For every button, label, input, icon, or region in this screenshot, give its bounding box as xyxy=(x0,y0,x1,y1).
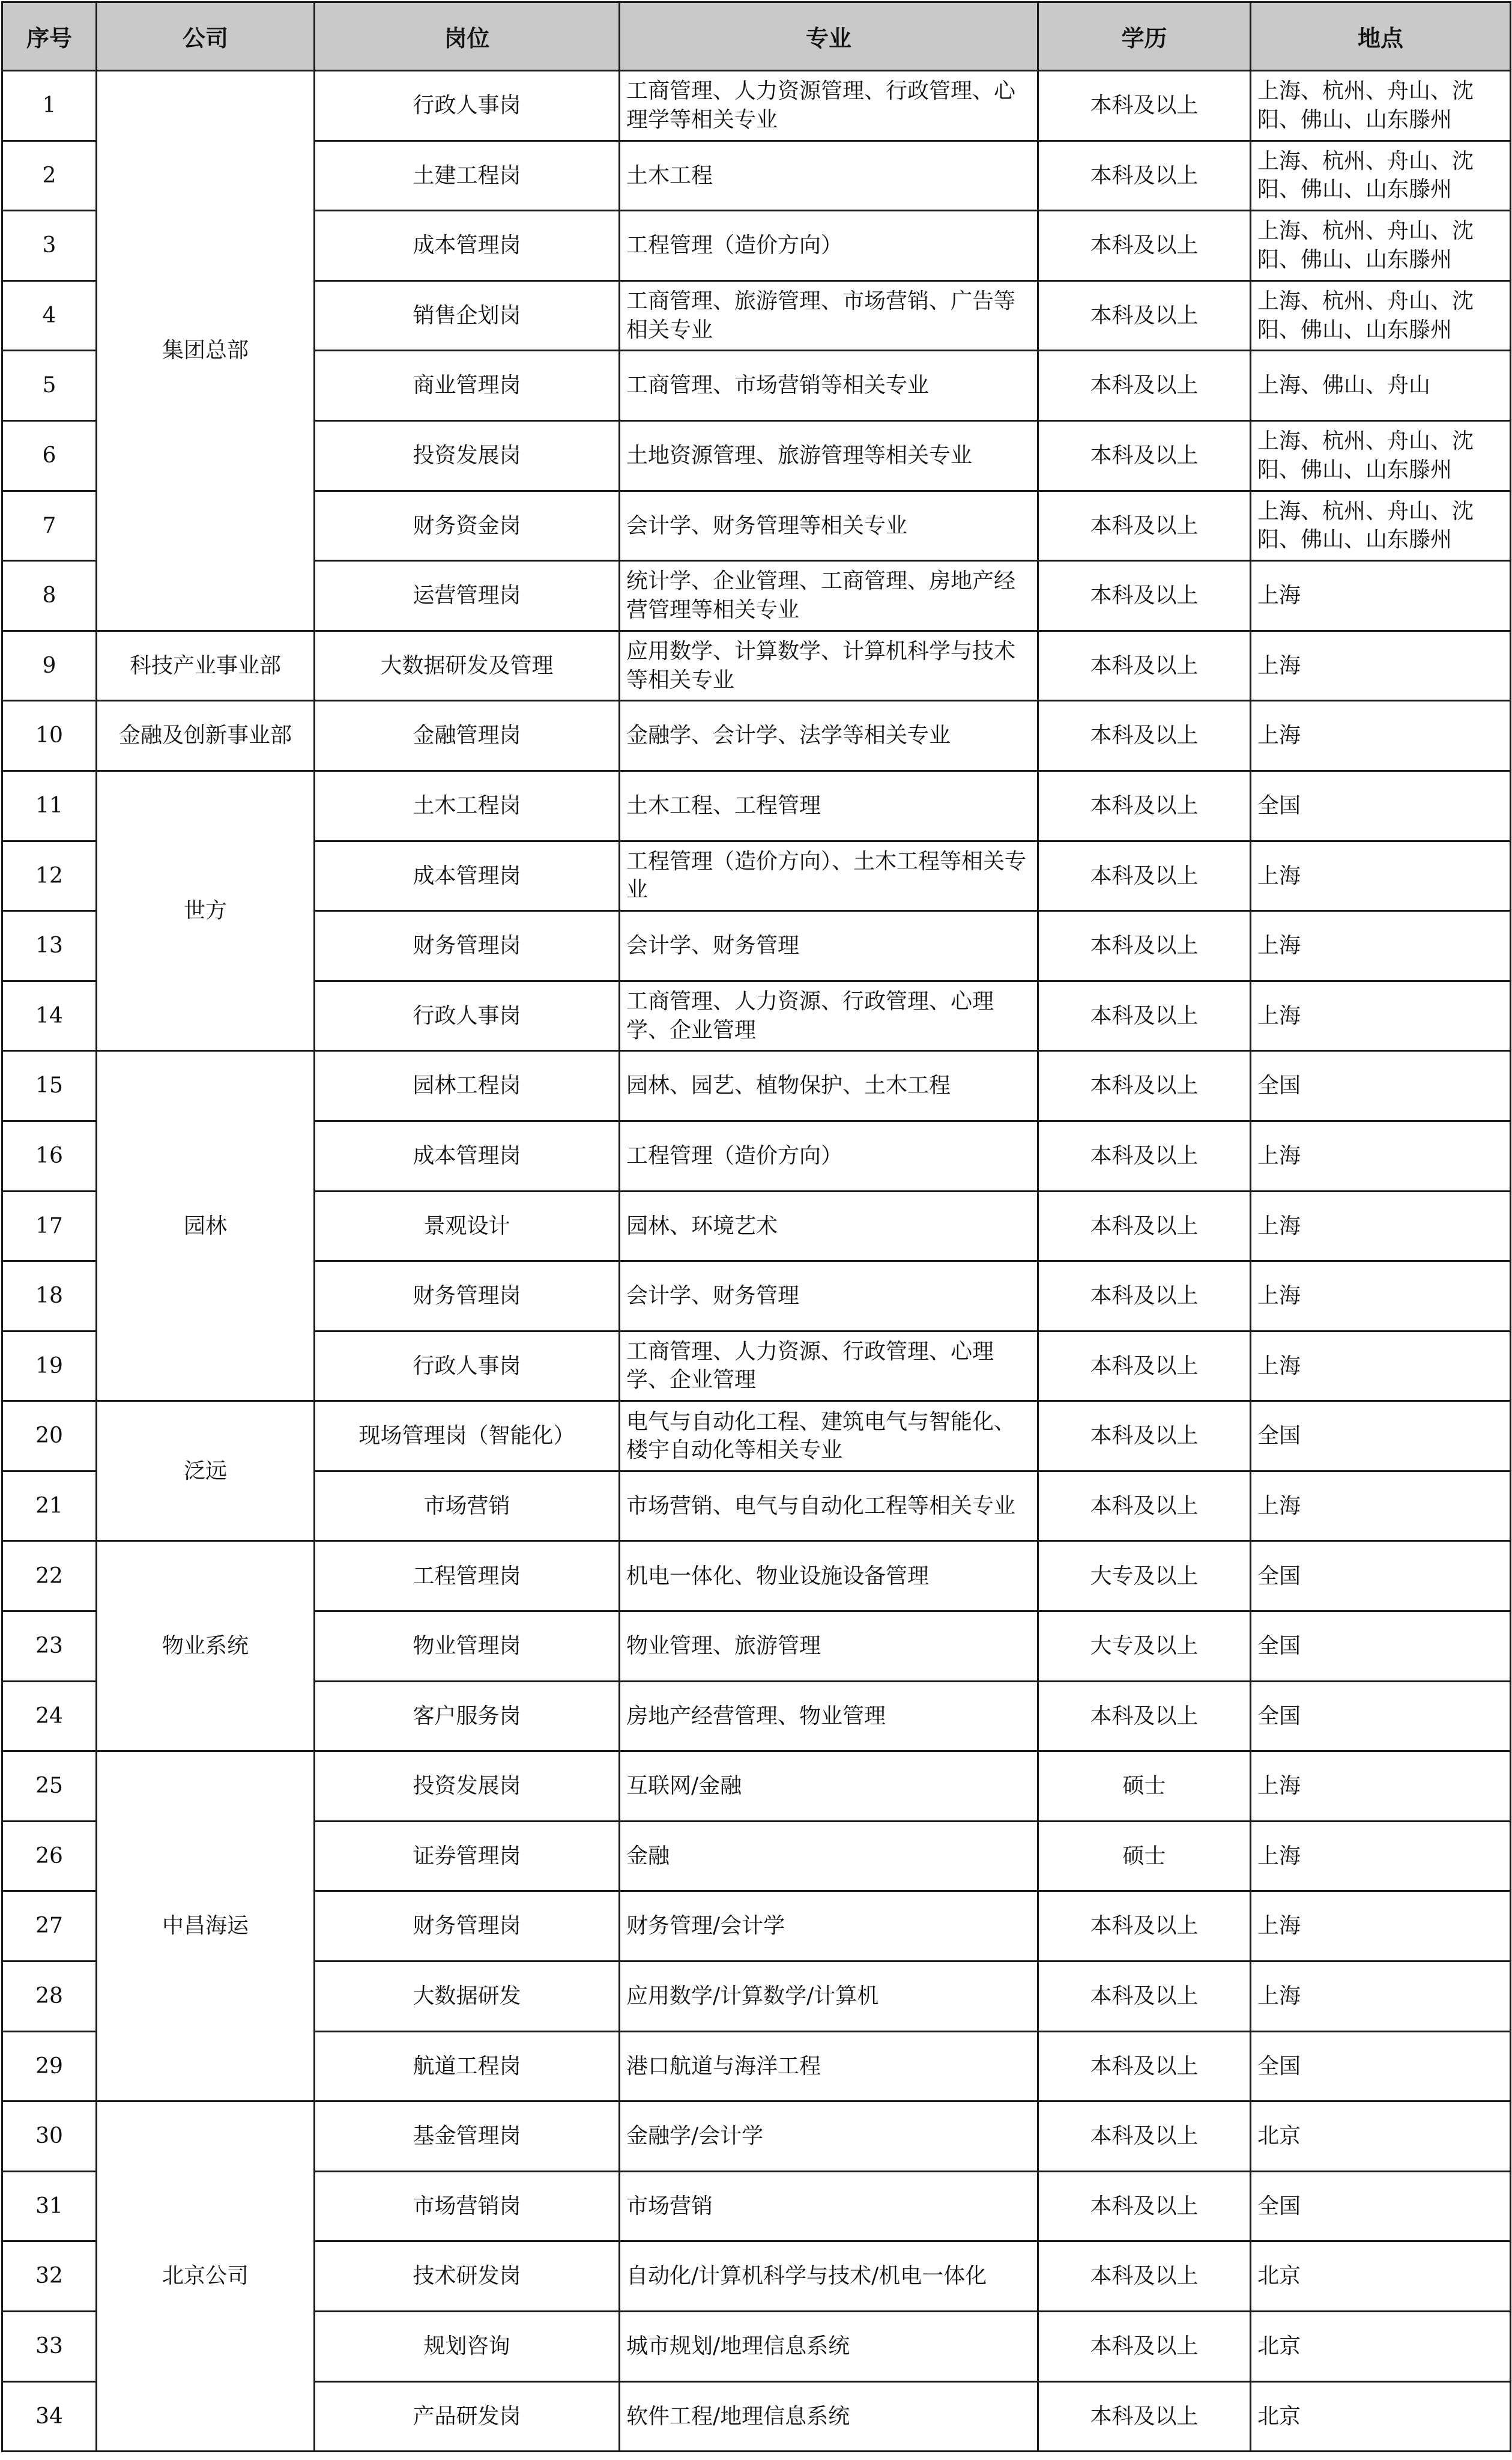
major-cell: 软件工程/地理信息系统 xyxy=(620,2381,1038,2452)
job-table xyxy=(1,1,1511,2452)
education-cell: 本科及以上 xyxy=(1038,2241,1251,2312)
location-cell: 上海 xyxy=(1251,1891,1511,1962)
table-row xyxy=(2,701,1511,771)
position-cell: 客户服务岗 xyxy=(315,1681,620,1751)
header-location: 地点 xyxy=(1251,2,1511,71)
major-cell: 工商管理、人力资源、行政管理、心理学、企业管理 xyxy=(620,981,1038,1051)
major-cell: 电气与自动化工程、建筑电气与智能化、楼宇自动化等相关专业 xyxy=(620,1401,1038,1471)
position-cell: 技术研发岗 xyxy=(315,2241,620,2312)
location-cell: 上海、杭州、舟山、沈阳、佛山、山东滕州 xyxy=(1251,71,1511,141)
major-cell: 土木工程 xyxy=(620,141,1038,211)
company-cell: 金融及创新事业部 xyxy=(97,701,315,771)
row-number-cell: 20 xyxy=(2,1401,97,1471)
major-cell: 自动化/计算机科学与技术/机电一体化 xyxy=(620,2241,1038,2312)
position-cell: 行政人事岗 xyxy=(315,981,620,1051)
major-cell: 财务管理/会计学 xyxy=(620,1891,1038,1962)
major-cell: 会计学、财务管理等相关专业 xyxy=(620,491,1038,561)
education-cell: 本科及以上 xyxy=(1038,561,1251,631)
major-cell: 园林、环境艺术 xyxy=(620,1191,1038,1261)
position-cell: 成本管理岗 xyxy=(315,841,620,911)
table-row xyxy=(2,2101,1511,2172)
education-cell: 本科及以上 xyxy=(1038,1261,1251,1331)
table-row xyxy=(2,1051,1511,1121)
major-cell: 金融学、会计学、法学等相关专业 xyxy=(620,701,1038,771)
location-cell: 全国 xyxy=(1251,1681,1511,1751)
row-number-cell: 11 xyxy=(2,771,97,841)
row-number-cell: 26 xyxy=(2,1821,97,1891)
education-cell: 本科及以上 xyxy=(1038,491,1251,561)
position-cell: 规划咨询 xyxy=(315,2312,620,2382)
education-cell: 本科及以上 xyxy=(1038,1331,1251,1401)
row-number-cell: 29 xyxy=(2,2031,97,2101)
row-number-cell: 9 xyxy=(2,631,97,701)
location-cell: 上海 xyxy=(1251,1331,1511,1401)
position-cell: 物业管理岗 xyxy=(315,1611,620,1682)
major-cell: 会计学、财务管理 xyxy=(620,1261,1038,1331)
position-cell: 航道工程岗 xyxy=(315,2031,620,2101)
location-cell: 上海、杭州、舟山、沈阳、佛山、山东滕州 xyxy=(1251,280,1511,351)
position-cell: 基金管理岗 xyxy=(315,2101,620,2172)
education-cell: 本科及以上 xyxy=(1038,981,1251,1051)
row-number-cell: 33 xyxy=(2,2312,97,2382)
location-cell: 上海 xyxy=(1251,1121,1511,1191)
row-number-cell: 13 xyxy=(2,911,97,981)
location-cell: 北京 xyxy=(1251,2312,1511,2382)
position-cell: 投资发展岗 xyxy=(315,1751,620,1822)
education-cell: 本科及以上 xyxy=(1038,1962,1251,2032)
header-major: 专业 xyxy=(620,2,1038,71)
row-number-cell: 24 xyxy=(2,1681,97,1751)
location-cell: 上海 xyxy=(1251,1471,1511,1541)
location-cell: 上海 xyxy=(1251,1751,1511,1822)
row-number-cell: 25 xyxy=(2,1751,97,1822)
position-cell: 投资发展岗 xyxy=(315,420,620,491)
education-cell: 本科及以上 xyxy=(1038,1471,1251,1541)
position-cell: 行政人事岗 xyxy=(315,71,620,141)
major-cell: 统计学、企业管理、工商管理、房地产经营管理等相关专业 xyxy=(620,561,1038,631)
row-number-cell: 19 xyxy=(2,1331,97,1401)
row-number-cell: 18 xyxy=(2,1261,97,1331)
location-cell: 北京 xyxy=(1251,2381,1511,2452)
position-cell: 成本管理岗 xyxy=(315,1121,620,1191)
row-number-cell: 16 xyxy=(2,1121,97,1191)
table-row xyxy=(2,1541,1511,1611)
education-cell: 本科及以上 xyxy=(1038,2381,1251,2452)
education-cell: 本科及以上 xyxy=(1038,211,1251,281)
location-cell: 上海 xyxy=(1251,841,1511,911)
company-cell: 园林 xyxy=(97,1051,315,1401)
major-cell: 会计学、财务管理 xyxy=(620,911,1038,981)
location-cell: 全国 xyxy=(1251,1051,1511,1121)
position-cell: 金融管理岗 xyxy=(315,701,620,771)
row-number-cell: 3 xyxy=(2,211,97,281)
location-cell: 上海、杭州、舟山、沈阳、佛山、山东滕州 xyxy=(1251,491,1511,561)
major-cell: 物业管理、旅游管理 xyxy=(620,1611,1038,1682)
location-cell: 上海 xyxy=(1251,1191,1511,1261)
row-number-cell: 6 xyxy=(2,420,97,491)
company-cell: 集团总部 xyxy=(97,71,315,631)
major-cell: 工程管理（造价方向） xyxy=(620,1121,1038,1191)
education-cell: 本科及以上 xyxy=(1038,351,1251,421)
position-cell: 土建工程岗 xyxy=(315,141,620,211)
location-cell: 上海 xyxy=(1251,701,1511,771)
row-number-cell: 5 xyxy=(2,351,97,421)
row-number-cell: 30 xyxy=(2,2101,97,2172)
location-cell: 上海 xyxy=(1251,1962,1511,2032)
row-number-cell: 4 xyxy=(2,280,97,351)
location-cell: 北京 xyxy=(1251,2241,1511,2312)
major-cell: 园林、园艺、植物保护、土木工程 xyxy=(620,1051,1038,1121)
location-cell: 全国 xyxy=(1251,1611,1511,1682)
row-number-cell: 12 xyxy=(2,841,97,911)
major-cell: 工商管理、市场营销等相关专业 xyxy=(620,351,1038,421)
major-cell: 土木工程、工程管理 xyxy=(620,771,1038,841)
major-cell: 应用数学/计算数学/计算机 xyxy=(620,1962,1038,2032)
education-cell: 本科及以上 xyxy=(1038,841,1251,911)
row-number-cell: 23 xyxy=(2,1611,97,1682)
row-number-cell: 31 xyxy=(2,2171,97,2241)
major-cell: 市场营销、电气与自动化工程等相关专业 xyxy=(620,1471,1038,1541)
education-cell: 本科及以上 xyxy=(1038,2171,1251,2241)
major-cell: 工程管理（造价方向） xyxy=(620,211,1038,281)
row-number-cell: 10 xyxy=(2,701,97,771)
position-cell: 财务管理岗 xyxy=(315,1891,620,1962)
major-cell: 应用数学、计算数学、计算机科学与技术等相关专业 xyxy=(620,631,1038,701)
table-row xyxy=(2,771,1511,841)
company-cell: 北京公司 xyxy=(97,2101,315,2452)
row-number-cell: 21 xyxy=(2,1471,97,1541)
location-cell: 上海、杭州、舟山、沈阳、佛山、山东滕州 xyxy=(1251,420,1511,491)
location-cell: 全国 xyxy=(1251,771,1511,841)
location-cell: 上海、杭州、舟山、沈阳、佛山、山东滕州 xyxy=(1251,211,1511,281)
major-cell: 市场营销 xyxy=(620,2171,1038,2241)
education-cell: 本科及以上 xyxy=(1038,631,1251,701)
company-cell: 泛远 xyxy=(97,1401,315,1541)
major-cell: 土地资源管理、旅游管理等相关专业 xyxy=(620,420,1038,491)
education-cell: 本科及以上 xyxy=(1038,1051,1251,1121)
location-cell: 全国 xyxy=(1251,2031,1511,2101)
position-cell: 产品研发岗 xyxy=(315,2381,620,2452)
position-cell: 市场营销岗 xyxy=(315,2171,620,2241)
table-row xyxy=(2,71,1511,141)
table-body xyxy=(2,71,1511,2452)
row-number-cell: 7 xyxy=(2,491,97,561)
major-cell: 互联网/金融 xyxy=(620,1751,1038,1822)
education-cell: 本科及以上 xyxy=(1038,2101,1251,2172)
position-cell: 证券管理岗 xyxy=(315,1821,620,1891)
location-cell: 上海 xyxy=(1251,1821,1511,1891)
location-cell: 全国 xyxy=(1251,1541,1511,1611)
position-cell: 工程管理岗 xyxy=(315,1541,620,1611)
position-cell: 景观设计 xyxy=(315,1191,620,1261)
major-cell: 工程管理（造价方向）、土木工程等相关专业 xyxy=(620,841,1038,911)
position-cell: 园林工程岗 xyxy=(315,1051,620,1121)
major-cell: 机电一体化、物业设施设备管理 xyxy=(620,1541,1038,1611)
location-cell: 上海 xyxy=(1251,981,1511,1051)
company-cell: 物业系统 xyxy=(97,1541,315,1751)
company-cell: 世方 xyxy=(97,771,315,1050)
education-cell: 本科及以上 xyxy=(1038,701,1251,771)
row-number-cell: 28 xyxy=(2,1962,97,2032)
education-cell: 本科及以上 xyxy=(1038,280,1251,351)
position-cell: 财务管理岗 xyxy=(315,1261,620,1331)
location-cell: 上海、佛山、舟山 xyxy=(1251,351,1511,421)
row-number-cell: 15 xyxy=(2,1051,97,1121)
row-number-cell: 2 xyxy=(2,141,97,211)
header-seq: 序号 xyxy=(2,2,97,71)
education-cell: 本科及以上 xyxy=(1038,2312,1251,2382)
major-cell: 工商管理、人力资源、行政管理、心理学、企业管理 xyxy=(620,1331,1038,1401)
position-cell: 销售企划岗 xyxy=(315,280,620,351)
education-cell: 本科及以上 xyxy=(1038,1121,1251,1191)
location-cell: 全国 xyxy=(1251,1401,1511,1471)
position-cell: 财务资金岗 xyxy=(315,491,620,561)
location-cell: 全国 xyxy=(1251,2171,1511,2241)
table-row xyxy=(2,1751,1511,1822)
position-cell: 市场营销 xyxy=(315,1471,620,1541)
position-cell: 运营管理岗 xyxy=(315,561,620,631)
education-cell: 本科及以上 xyxy=(1038,1891,1251,1962)
position-cell: 行政人事岗 xyxy=(315,1331,620,1401)
major-cell: 城市规划/地理信息系统 xyxy=(620,2312,1038,2382)
header-education: 学历 xyxy=(1038,2,1251,71)
education-cell: 大专及以上 xyxy=(1038,1611,1251,1682)
header-company: 公司 xyxy=(97,2,315,71)
education-cell: 本科及以上 xyxy=(1038,771,1251,841)
education-cell: 本科及以上 xyxy=(1038,1191,1251,1261)
table-row xyxy=(2,631,1511,701)
position-cell: 土木工程岗 xyxy=(315,771,620,841)
position-cell: 现场管理岗（智能化） xyxy=(315,1401,620,1471)
row-number-cell: 1 xyxy=(2,71,97,141)
education-cell: 本科及以上 xyxy=(1038,71,1251,141)
major-cell: 工商管理、旅游管理、市场营销、广告等相关专业 xyxy=(620,280,1038,351)
education-cell: 本科及以上 xyxy=(1038,141,1251,211)
row-number-cell: 17 xyxy=(2,1191,97,1261)
row-number-cell: 8 xyxy=(2,561,97,631)
position-cell: 大数据研发 xyxy=(315,1962,620,2032)
position-cell: 商业管理岗 xyxy=(315,351,620,421)
location-cell: 上海 xyxy=(1251,631,1511,701)
company-cell: 科技产业事业部 xyxy=(97,631,315,701)
row-number-cell: 14 xyxy=(2,981,97,1051)
header-row xyxy=(2,2,1511,71)
education-cell: 本科及以上 xyxy=(1038,2031,1251,2101)
education-cell: 硕士 xyxy=(1038,1751,1251,1822)
major-cell: 金融 xyxy=(620,1821,1038,1891)
education-cell: 本科及以上 xyxy=(1038,420,1251,491)
row-number-cell: 34 xyxy=(2,2381,97,2452)
table-row xyxy=(2,1401,1511,1471)
education-cell: 大专及以上 xyxy=(1038,1541,1251,1611)
position-cell: 成本管理岗 xyxy=(315,211,620,281)
education-cell: 本科及以上 xyxy=(1038,1681,1251,1751)
row-number-cell: 22 xyxy=(2,1541,97,1611)
major-cell: 港口航道与海洋工程 xyxy=(620,2031,1038,2101)
major-cell: 房地产经营管理、物业管理 xyxy=(620,1681,1038,1751)
education-cell: 本科及以上 xyxy=(1038,1401,1251,1471)
education-cell: 硕士 xyxy=(1038,1821,1251,1891)
location-cell: 上海 xyxy=(1251,561,1511,631)
row-number-cell: 27 xyxy=(2,1891,97,1962)
location-cell: 上海、杭州、舟山、沈阳、佛山、山东滕州 xyxy=(1251,141,1511,211)
row-number-cell: 32 xyxy=(2,2241,97,2312)
location-cell: 北京 xyxy=(1251,2101,1511,2172)
header-position: 岗位 xyxy=(315,2,620,71)
major-cell: 金融学/会计学 xyxy=(620,2101,1038,2172)
education-cell: 本科及以上 xyxy=(1038,911,1251,981)
position-cell: 财务管理岗 xyxy=(315,911,620,981)
position-cell: 大数据研发及管理 xyxy=(315,631,620,701)
company-cell: 中昌海运 xyxy=(97,1751,315,2101)
location-cell: 上海 xyxy=(1251,911,1511,981)
location-cell: 上海 xyxy=(1251,1261,1511,1331)
major-cell: 工商管理、人力资源管理、行政管理、心理学等相关专业 xyxy=(620,71,1038,141)
